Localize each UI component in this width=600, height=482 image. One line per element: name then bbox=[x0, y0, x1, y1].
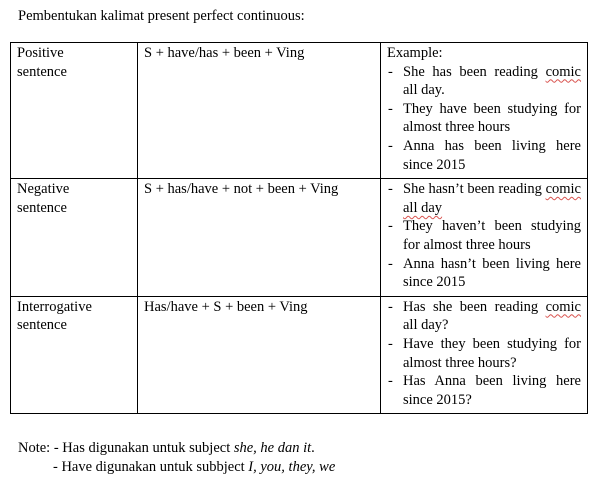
sentence-type-label: Negative bbox=[17, 181, 70, 198]
note-line: Note: - Has digunakan untuk subject she, he dan it. bbox=[18, 440, 315, 456]
table-row-interrogative bbox=[11, 296, 588, 414]
formula-table bbox=[10, 42, 588, 414]
formula-text: S + have/has + been + Ving bbox=[144, 45, 305, 61]
sentence-type-label: sentence bbox=[17, 199, 67, 216]
sentence-type-label: Positive bbox=[17, 45, 64, 61]
formula-cell bbox=[138, 179, 381, 297]
example-item: - They haven’t been studying for almost three hours bbox=[387, 217, 581, 254]
example-cell bbox=[381, 296, 588, 414]
sentence-type-cell bbox=[11, 179, 138, 297]
example-item: - She has been reading comic all day. bbox=[387, 63, 581, 100]
table-row-negative bbox=[11, 179, 588, 297]
example-cell bbox=[381, 43, 588, 179]
example-list bbox=[387, 298, 581, 410]
example-item: - They have been studying for almost three hours bbox=[387, 100, 581, 137]
example-cell bbox=[381, 179, 588, 297]
example-item: - Has she been reading comic all day? bbox=[387, 298, 581, 335]
example-list bbox=[387, 180, 581, 292]
formula-cell bbox=[138, 296, 381, 414]
note-subjects: she, he dan it bbox=[233, 440, 312, 456]
document-title: Pembentukan kalimat present perfect continuous: bbox=[18, 8, 305, 24]
example-item: - Has Anna been living here since 2015? bbox=[387, 372, 581, 409]
example-list bbox=[387, 63, 581, 175]
notes-block bbox=[18, 439, 335, 476]
example-item: - She hasn’t been reading comic all day bbox=[387, 180, 581, 217]
example-heading: Example: bbox=[387, 45, 443, 61]
sentence-type-cell bbox=[11, 296, 138, 414]
sentence-type-label: Interrogative bbox=[17, 298, 92, 315]
formula-text: S + has/have + not + been + Ving bbox=[144, 181, 339, 198]
sentence-type-cell bbox=[11, 43, 138, 179]
sentence-type-label: sentence bbox=[17, 317, 67, 334]
example-item: - Have they been studying for almost three hours? bbox=[387, 335, 581, 372]
sentence-type-label: sentence bbox=[17, 63, 67, 80]
spellcheck-mark: comic bbox=[545, 63, 581, 80]
spellcheck-mark: comic bbox=[545, 298, 581, 315]
table-row-positive bbox=[11, 43, 588, 179]
note-subjects: I, you, they, we bbox=[248, 458, 336, 475]
spellcheck-mark: comic all day bbox=[403, 181, 581, 216]
example-item: - Anna has been living here since 2015 bbox=[387, 137, 581, 174]
formula-cell bbox=[138, 43, 381, 179]
formula-text: Has/have + S + been + Ving bbox=[144, 298, 308, 315]
example-item: - Anna hasn’t been living here since 2015 bbox=[387, 255, 581, 292]
note-line: - Have digunakan untuk subbject I, you, they, we bbox=[53, 458, 336, 475]
